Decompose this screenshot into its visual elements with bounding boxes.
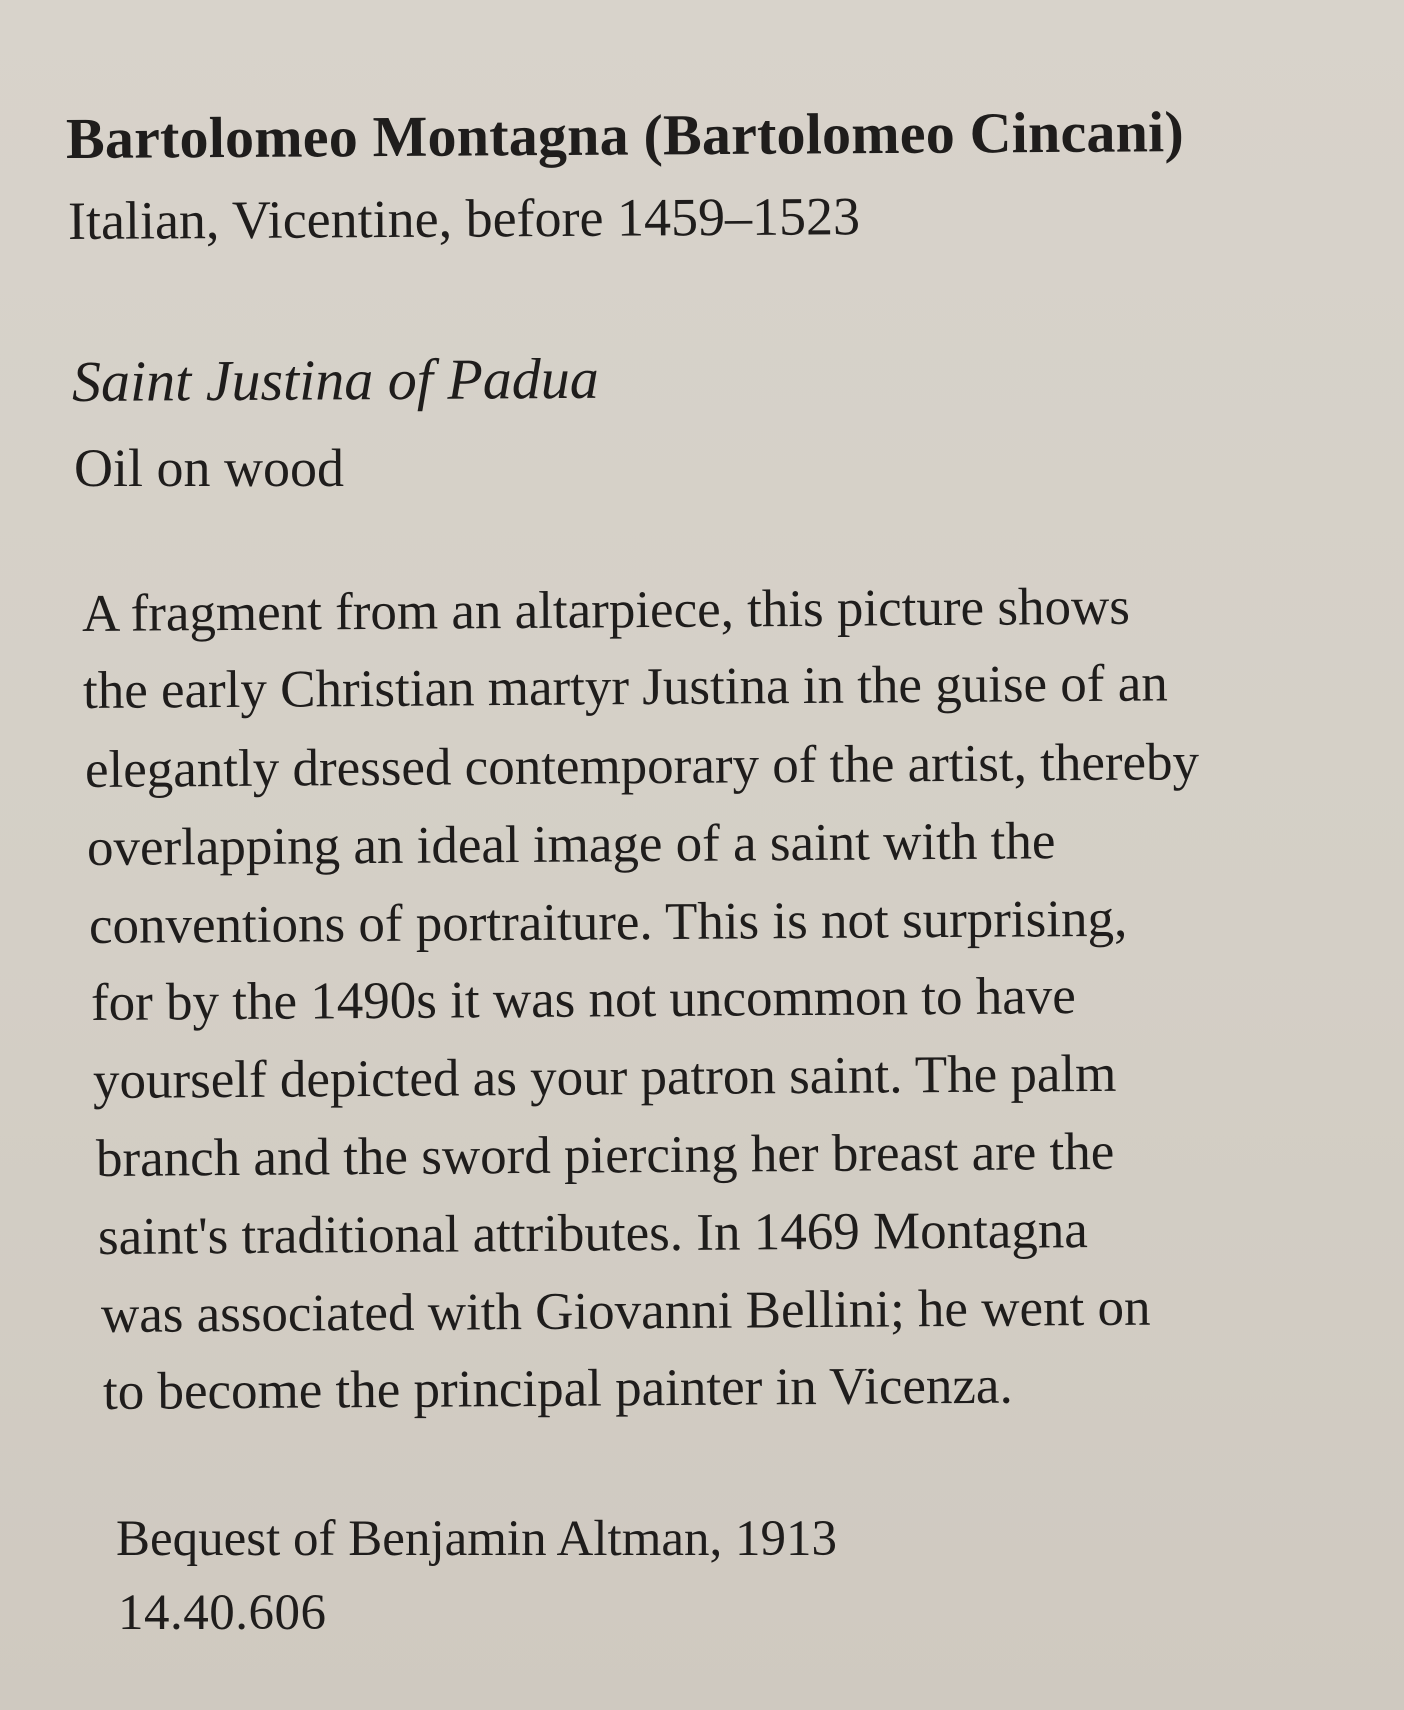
description-line: saint's traditional attributes. In 1469 Montagna xyxy=(97,1201,1089,1266)
description-line: for by the 1490s it was not uncommon to have xyxy=(90,967,1076,1032)
description-line: yourself depicted as your patron saint. The palm xyxy=(92,1044,1117,1110)
artwork-title: Saint Justina of Padua xyxy=(71,345,600,414)
description-line: to become the principal painter in Vicenza. xyxy=(102,1356,1013,1421)
description-line: elegantly dressed contemporary of the artist, thereby xyxy=(84,733,1200,799)
description-line: branch and the sword piercing her breast are the xyxy=(95,1122,1115,1188)
description-line: A fragment from an altarpiece, this picture shows xyxy=(81,577,1131,643)
artwork-medium: Oil on wood xyxy=(74,438,344,498)
description-line: the early Christian martyr Justina in the guise of an xyxy=(82,654,1168,720)
artist-name: Bartolomeo Montagna (Bartolomeo Cincani) xyxy=(65,99,1185,171)
description-line: overlapping an ideal image of a saint with the xyxy=(86,812,1056,877)
artist-nationality-dates: Italian, Vicentine, before 1459–1523 xyxy=(67,186,861,251)
description-line: was associated with Giovanni Bellini; he went on xyxy=(100,1278,1151,1344)
credit-line: Bequest of Benjamin Altman, 1913 xyxy=(116,1511,837,1567)
description-line: conventions of portraiture. This is not surprising, xyxy=(88,889,1128,955)
accession-number: 14.40.606 xyxy=(118,1585,327,1641)
